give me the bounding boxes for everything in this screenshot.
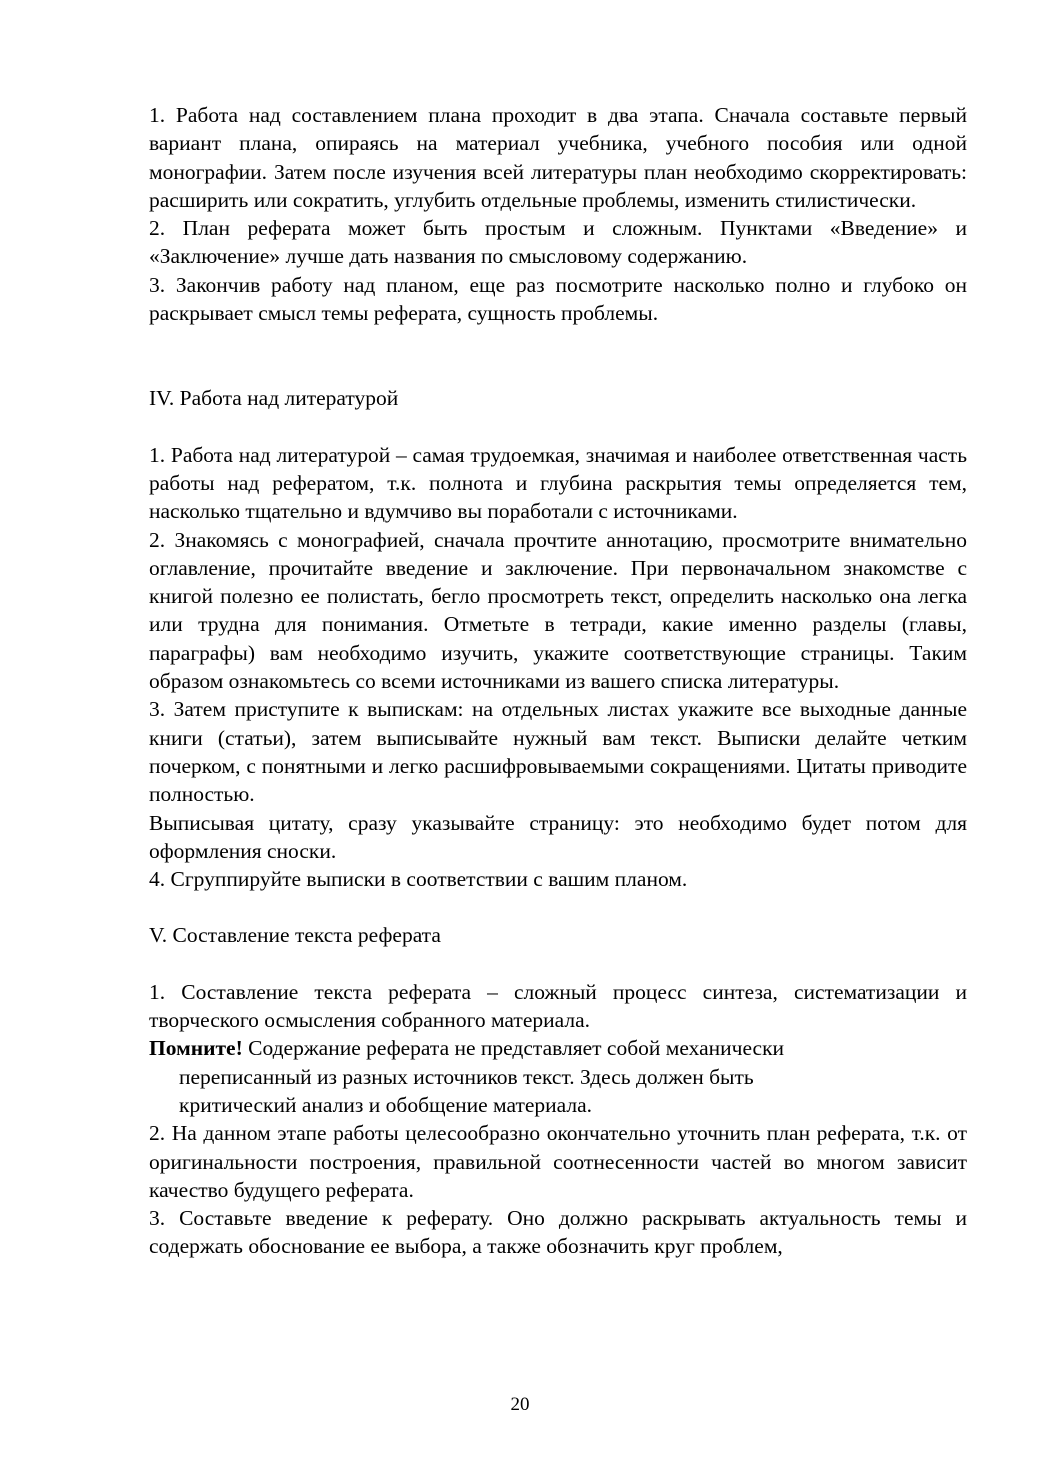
section-heading-literature: IV. Работа над литературой: [149, 386, 399, 411]
literature-item-2: 2. Знакомясь с монографией, сначала прочтите аннотацию, просмотрите внимательно оглавление, прочитайте введение и заключение. При первоначальном знакомстве с книгой полезно ее полистать, бегло просмотреть текст, определить насколько она легка или трудна для понимания. Отметьте в тетради, какие именно разделы (главы, параграфы) вам необходимо изучить, укажите соответствующие страницы. Таким образом ознакомьтесь со всеми источниками из вашего списка литературы.: [149, 527, 967, 694]
literature-item-4: 4. Сгруппируйте выписки в соответствии с вашим планом.: [149, 867, 688, 892]
composition-item-1: 1. Составление текста реферата – сложный процесс синтеза, систематизации и творческого осмысления собранного материала.: [149, 979, 967, 1033]
literature-quote-note: Выписывая цитату, сразу указывайте страницу: это необходимо будет потом для оформления сноски.: [149, 810, 967, 863]
literature-item-3: 3. Затем приступите к выпискам: на отдельных листах укажите все выходные данные книги (статьи), затем выписывайте нужный вам текст. Выписки делайте четким почерком, с понятными и легко расшифровываемыми сокращениями. Цитаты приводите полностью.: [149, 697, 967, 807]
plan-item-1: 1. Работа над составлением плана проходит в два этапа. Сначала составьте первый вариант плана, опираясь на материал учебника, учебного пособия или одной монографии. Затем после изучения всей литературы план необходимо скорректировать: расширить или сократить, углубить отдельные проблемы, изменить стилистически.: [149, 103, 967, 212]
composition-item-3: 3. Составьте введение к реферату. Оно должно раскрывать актуальность темы и содержать обоснование ее выбора, а также обозначить круг проблем,: [149, 1206, 967, 1259]
plan-item-3: 3. Закончив работу над планом, еще раз посмотрите насколько полно и глубоко он раскрывает смысл темы реферата, сущность проблемы.: [149, 272, 967, 326]
remember-note: [149, 1034, 967, 1119]
document-page: [149, 101, 967, 1261]
remember-lead: Помните!: [149, 1036, 243, 1061]
composition-item-2: 2. На данном этапе работы целесообразно окончательно уточнить план реферата, т.к. от оригинальности построения, правильной соотнесенности частей во многом зависит качество будущего реферата.: [149, 1121, 967, 1202]
remember-line-3: критический анализ и обобщение материала.: [179, 1092, 593, 1117]
plan-item-2: 2. План реферата может быть простым и сложным. Пунктами «Введение» и «Заключение» лучше дать названия по смысловому содержанию.: [149, 216, 967, 269]
spacer: [149, 327, 967, 384]
remember-line-2: переписанный из разных источников текст. Здесь должен быть: [179, 1064, 754, 1089]
spacer: [149, 893, 967, 921]
remember-line-1: Содержание реферата не представляет собой механически: [242, 1036, 785, 1061]
literature-item-1: 1. Работа над литературой – самая трудоемкая, значимая и наиболее ответственная часть работы над рефератом, т.к. полнота и глубина раскрытия темы определяется тем, насколько тщательно и вдумчиво вы поработали с источниками.: [149, 442, 967, 524]
spacer: [149, 950, 967, 978]
spacer: [149, 413, 967, 441]
page-number: 20: [510, 1394, 530, 1415]
section-heading-composition: V. Составление текста реферата: [149, 923, 441, 948]
